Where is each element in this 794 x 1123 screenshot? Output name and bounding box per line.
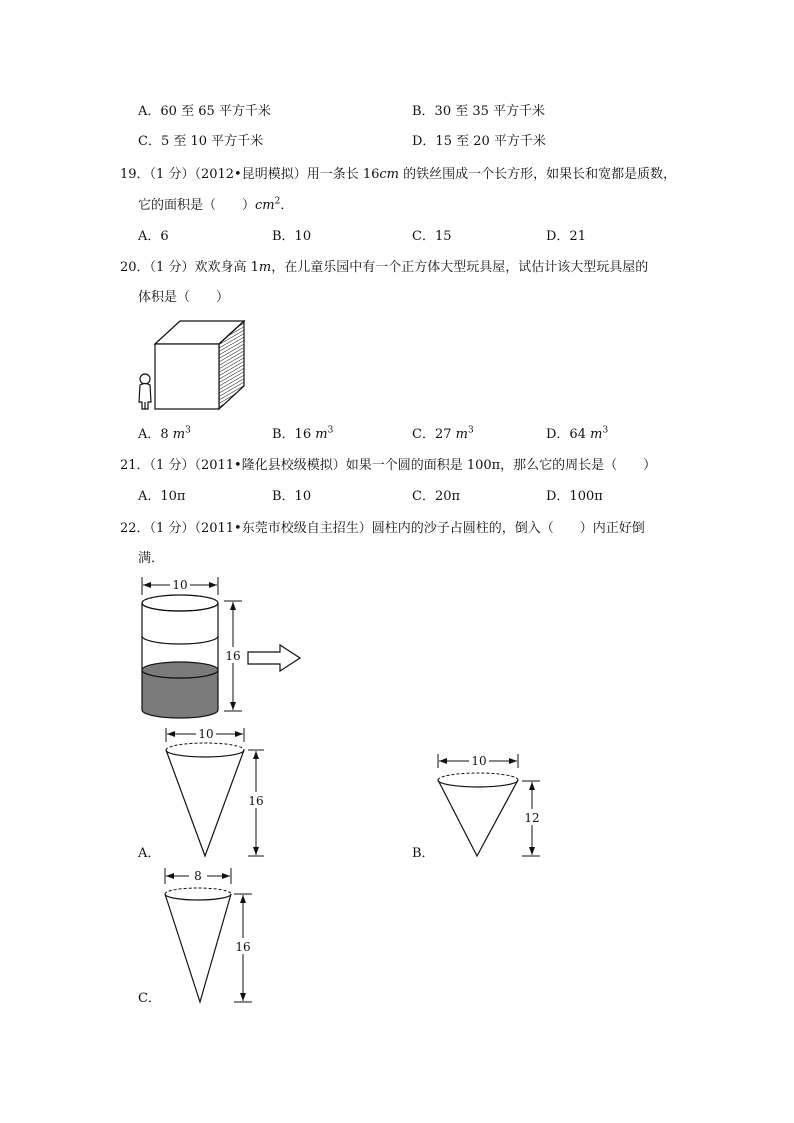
q22-option-a-label[interactable]: A． — [138, 846, 161, 861]
q19-option-c[interactable]: C．15 — [412, 229, 452, 244]
q21-option-c[interactable]: C．20π — [412, 489, 461, 504]
q22-option-b-label[interactable]: B． — [412, 846, 435, 861]
arrow-right-icon — [248, 645, 300, 671]
cone-b-diameter-dimension — [438, 753, 518, 768]
q21-option-d[interactable]: D．100π — [546, 489, 603, 504]
q21-option-a[interactable]: A．10π — [138, 489, 186, 504]
q20-stem-line2: 体积是（ ） — [138, 290, 230, 305]
cylinder-height-dimension — [224, 601, 242, 711]
q19-stem-line2: 它的面积是（ ）$cm^2$． — [138, 196, 294, 213]
q20-option-d[interactable]: D．64 $m^3$ — [546, 425, 609, 442]
cube-and-child-figure — [130, 316, 250, 416]
q21-option-b[interactable]: B．10 — [272, 489, 312, 504]
cone-b-diameter-label: 10 — [471, 754, 487, 768]
q20-stem-line1: 20．（1 分）欢欢身高 1m，在儿童乐园中有一个正方体大型玩具屋，试估计该大型玩具屋的 — [120, 260, 649, 275]
cone-b-height-label: 12 — [524, 811, 540, 825]
q18-option-c[interactable]: C．5 至 10 平方千米 — [138, 134, 264, 149]
cone-c-height-dimension — [234, 894, 252, 1002]
cone-a-height-dimension — [247, 750, 265, 856]
cone-a-diameter-dimension — [166, 726, 244, 742]
cone-a-diameter-label: 10 — [198, 727, 214, 741]
q22-stem-line2: 满． — [138, 551, 165, 566]
q19-stem-line1: 19．（1 分）（2012•昆明模拟）用一条长 16cm 的铁丝围成一个长方形，如果长和宽都是质数， — [120, 167, 677, 182]
q18-option-a[interactable]: A．60 至 65 平方千米 — [138, 104, 271, 119]
sand-cylinder-figure — [130, 575, 310, 725]
q18-option-b[interactable]: B．30 至 35 平方千米 — [412, 104, 546, 119]
q22-stem-line1: 22．（1 分）（2011•东莞市校级自主招生）圆柱内的沙子占圆柱的，倒入（ ）内正好倒 — [120, 521, 645, 536]
cone-c-diameter-dimension — [165, 868, 231, 884]
cube-shape — [155, 321, 244, 409]
q21-stem: 21．（1 分）（2011•隆化县校级模拟）如果一个圆的面积是 100π，那么它的周长是（ ） — [120, 458, 657, 473]
cone-c-figure[interactable] — [160, 866, 260, 1006]
cylinder-diameter-dimension — [142, 577, 218, 595]
q18-option-d[interactable]: D．15 至 20 平方千米 — [412, 134, 546, 149]
q20-option-c[interactable]: C．27 $m^3$ — [412, 425, 474, 442]
child-figure — [139, 374, 151, 409]
cylinder-height-label: 16 — [225, 649, 241, 663]
q19-option-a[interactable]: A．6 — [138, 229, 169, 244]
cone-a-figure[interactable] — [160, 726, 270, 861]
q20-option-b[interactable]: B．16 $m^3$ — [272, 425, 334, 442]
q19-option-d[interactable]: D．21 — [546, 229, 586, 244]
q20-option-a[interactable]: A．8 $m^3$ — [138, 425, 191, 442]
cone-a-height-label: 16 — [248, 794, 264, 808]
cone-c-height-label: 16 — [235, 940, 251, 954]
cone-b-figure[interactable] — [434, 752, 549, 862]
cylinder-diameter-label: 10 — [172, 578, 188, 592]
q22-option-c-label[interactable]: C． — [138, 991, 161, 1006]
q19-option-b[interactable]: B．10 — [272, 229, 312, 244]
cone-c-diameter-label: 8 — [194, 869, 202, 883]
cone-b-height-dimension — [522, 781, 542, 856]
